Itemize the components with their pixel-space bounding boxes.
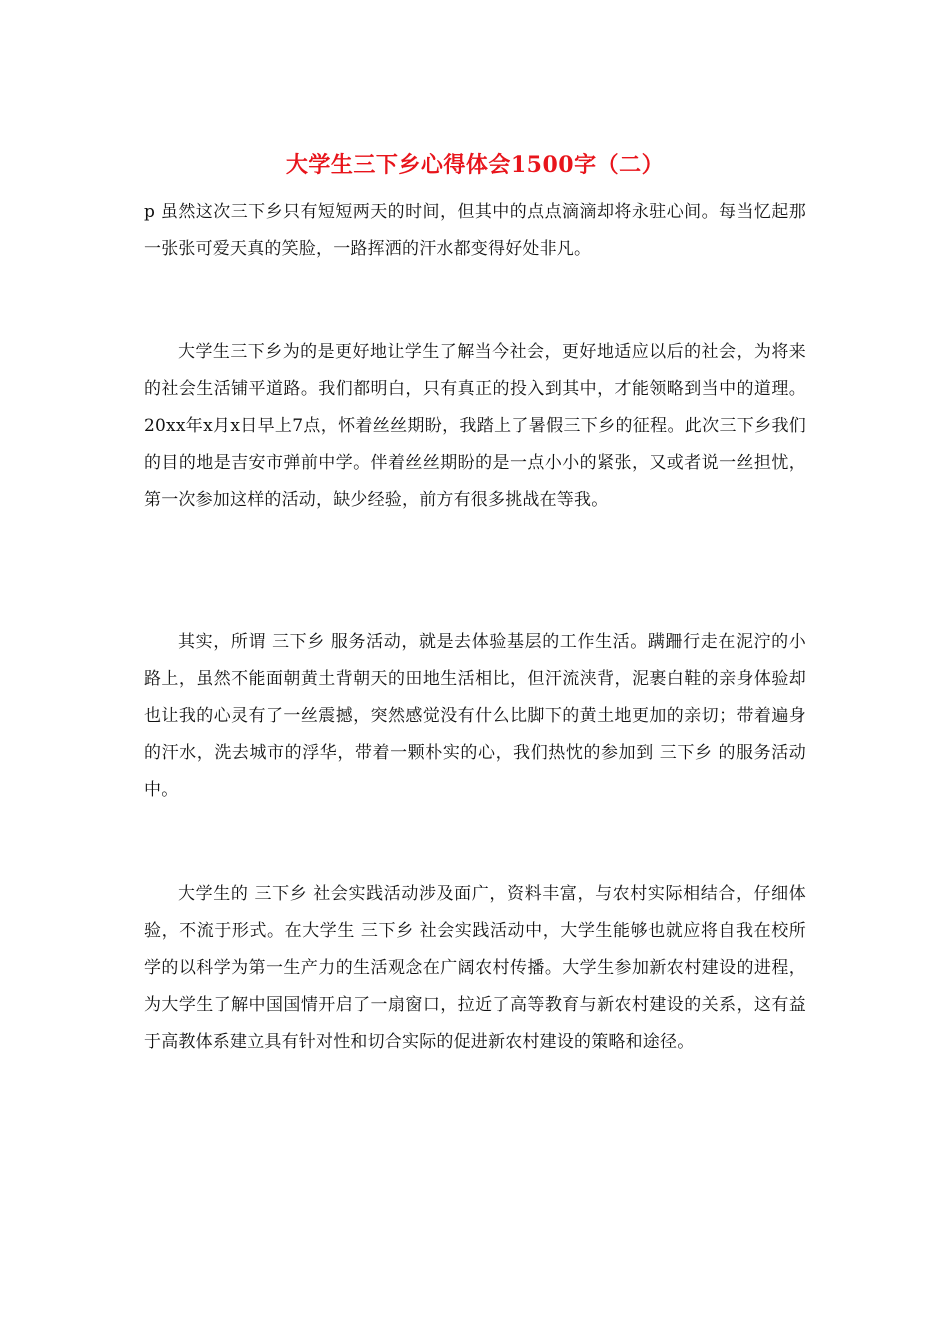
document-title: 大学生三下乡心得体会1500字（二） (285, 152, 665, 178)
paragraph-3: 其实，所谓 三下乡 服务活动，就是去体验基层的工作生活。蹒跚行走在泥泞的小路上，虽然不能面朝黄土背朝天的田地生活相比，但汗流浃背，泥裹白鞋的亲身体验却也让我的心灵有了一丝震撼，突然感觉没有什么比脚下的黄土地更加的亲切；带着遍身的汗水，洗去城市的浮华，带着一颗朴实的心，我们热忱的参加到 三下乡 的服务活动中。 (144, 632, 806, 800)
paragraph-4: 大学生的 三下乡 社会实践活动涉及面广，资料丰富，与农村实际相结合，仔细体验，不流于形式。在大学生 三下乡 社会实践活动中，大学生能够也就应将自我在校所学的以科学为第一生产力的生活观念在广阔农村传播。大学生参加新农村建设的进程，为大学生了解中国国情开启了一扇窗口，拉近了高等教育与新农村建设的关系，这有益于高教体系建立具有针对性和切合实际的促进新农村建设的策略和途径。 (144, 884, 806, 1052)
paragraph-2: 大学生三下乡为的是更好地让学生了解当今社会，更好地适应以后的社会，为将来的社会生活铺平道路。我们都明白，只有真正的投入到其中，才能领略到当中的道理。20xx年x月x日早上7点，怀着丝丝期盼，我踏上了暑假三下乡的征程。此次三下乡我们的目的地是吉安市弹前中学。伴着丝丝期盼的是一点小小的紧张，又或者说一丝担忧，第一次参加这样的活动，缺少经验，前方有很多挑战在等我。 (144, 342, 806, 510)
paragraph-1: p 虽然这次三下乡只有短短两天的时间，但其中的点点滴滴却将永驻心间。每当忆起那一张张可爱天真的笑脸，一路挥洒的汗水都变得好处非凡。 (144, 202, 806, 259)
